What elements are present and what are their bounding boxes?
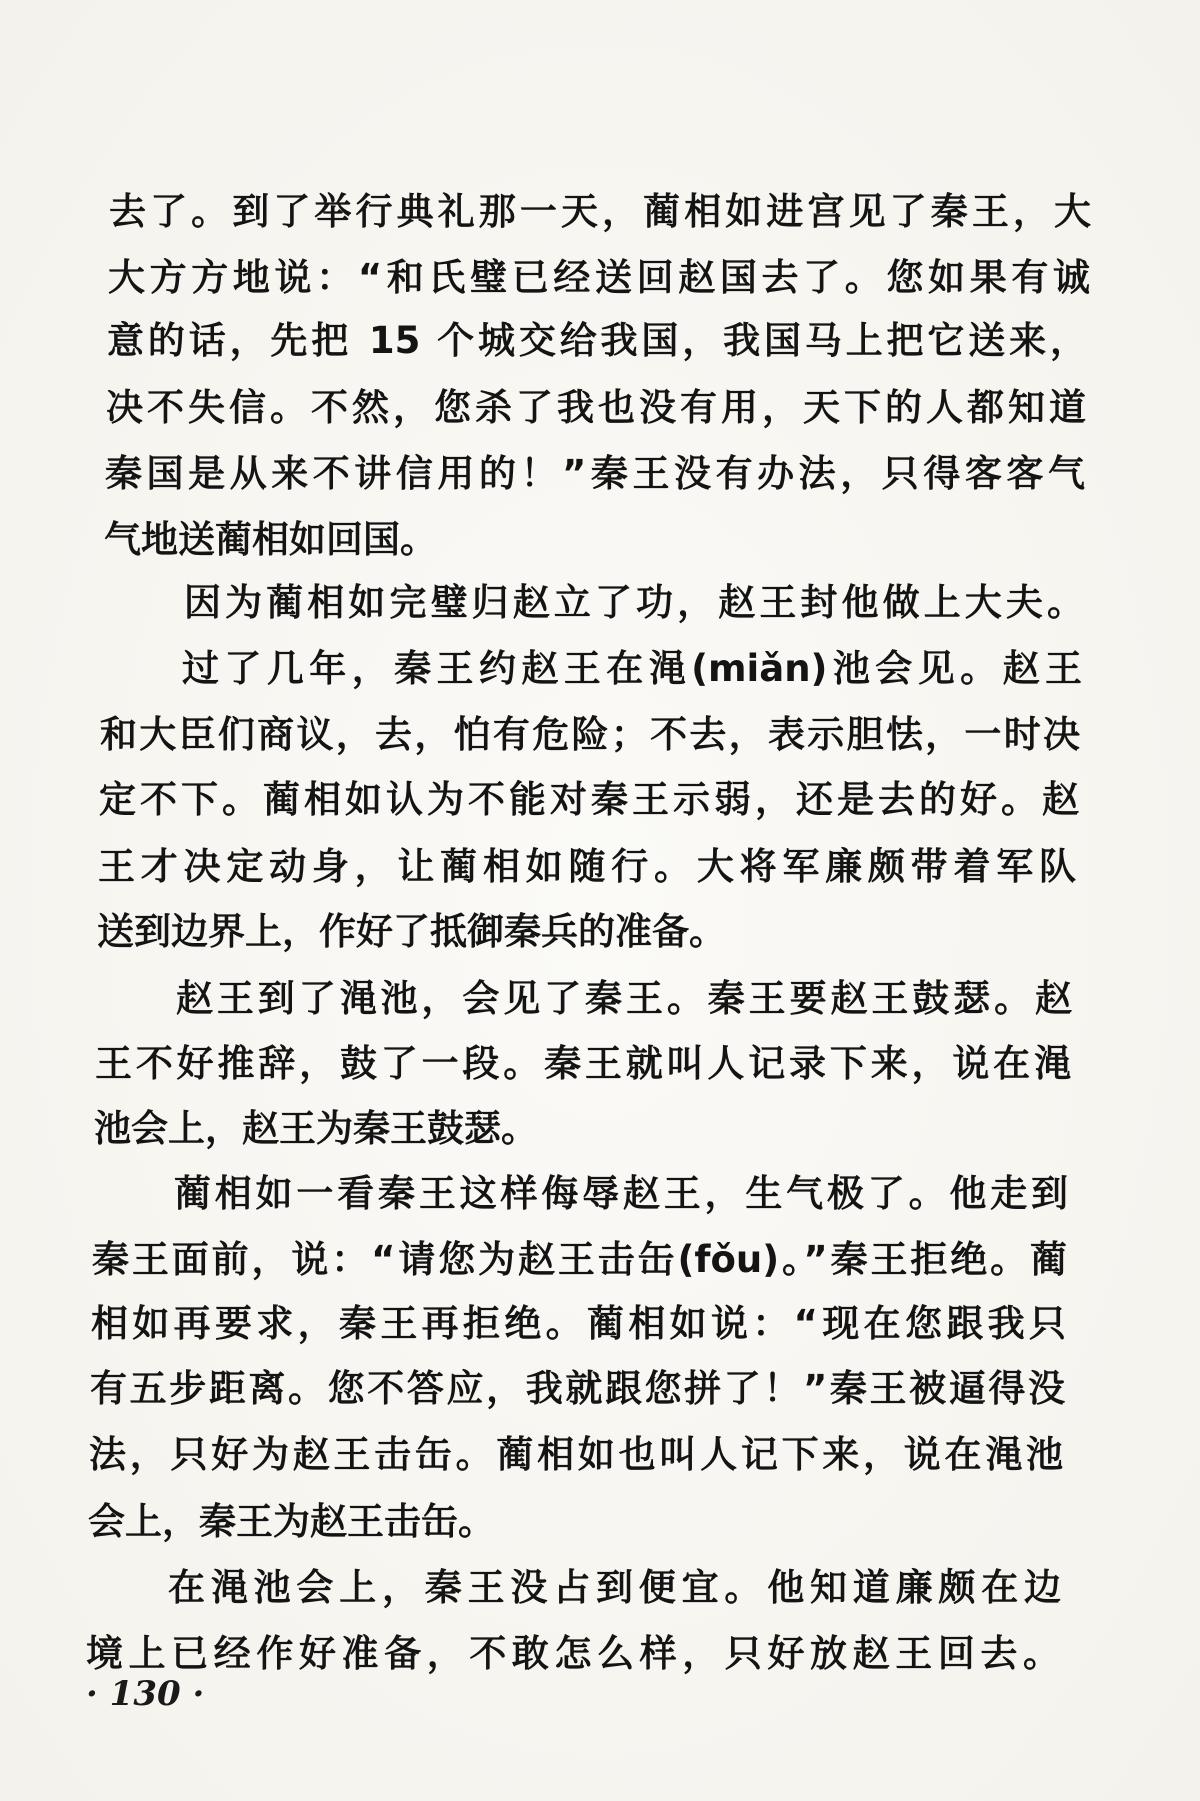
text-line: 送到边界上，作好了抵御秦兵的准备。	[97, 910, 726, 953]
text-line: 王才决定动身，让蔺相如随行。大将军廉颇带着军队	[98, 845, 1076, 888]
text-line: 池会上，赵王为秦王鼓瑟。	[94, 1107, 538, 1150]
text-line: 有五步距离。您不答应，我就跟您拼了！”秦王被逼得没	[90, 1367, 1065, 1410]
page-number: · 130 ·	[86, 1674, 205, 1714]
text-line: 秦王面前，说：“请您为赵王击缶(fǒu)。”秦王拒绝。蔺	[92, 1238, 1067, 1281]
text-line: 决不失信。不然，您杀了我也没有用，天下的人都知道	[106, 386, 1086, 429]
text-line: 大方方地说：“和氏璧已经送回赵国去了。您如果有诚	[108, 256, 1090, 299]
text-line: 赵王到了渑池，会见了秦王。秦王要赵王鼓瑟。赵	[176, 977, 1072, 1020]
text-line: 秦国是从来不讲信用的！”秦王没有办法，只得客客气	[105, 452, 1085, 495]
text-line: 法，只好为赵王击缶。蔺相如也叫人记下来，说在渑池	[89, 1433, 1063, 1476]
text-line: 意的话，先把 15 个城交给我国，我国马上把它送来，	[107, 319, 1087, 362]
text-line: 王不好推辞，鼓了一段。秦王就叫人记录下来，说在渑	[95, 1042, 1071, 1085]
text-line: 定不下。蔺相如认为不能对秦王示弱，还是去的好。赵	[99, 778, 1079, 821]
text-line: 过了几年，秦王约赵王在渑(miǎn)池会见。赵王	[182, 647, 1082, 690]
text-line: 蔺相如一看秦王这样侮辱赵王，生气极了。他走到	[174, 1172, 1068, 1215]
text-line: 去了。到了举行典礼那一天，蔺相如进宫见了秦王，大	[109, 190, 1091, 233]
text-line: 相如再要求，秦王再拒绝。蔺相如说：“现在您跟我只	[91, 1302, 1066, 1345]
text-line: 在渑池会上，秦王没占到便宜。他知道廉颇在边	[168, 1566, 1061, 1609]
text-line: 因为蔺相如完璧归赵立了功，赵王封他做上大夫。	[184, 581, 1084, 624]
text-line: 境上已经作好准备，不敢怎么样，只好放赵王回去。	[86, 1632, 1060, 1675]
text-line: 和大臣们商议，去，怕有危险；不去，表示胆怯，一时决	[100, 713, 1080, 756]
text-line: 会上，秦王为赵王击缶。	[88, 1500, 495, 1543]
text-line: 气地送蔺相如回国。	[104, 518, 437, 561]
